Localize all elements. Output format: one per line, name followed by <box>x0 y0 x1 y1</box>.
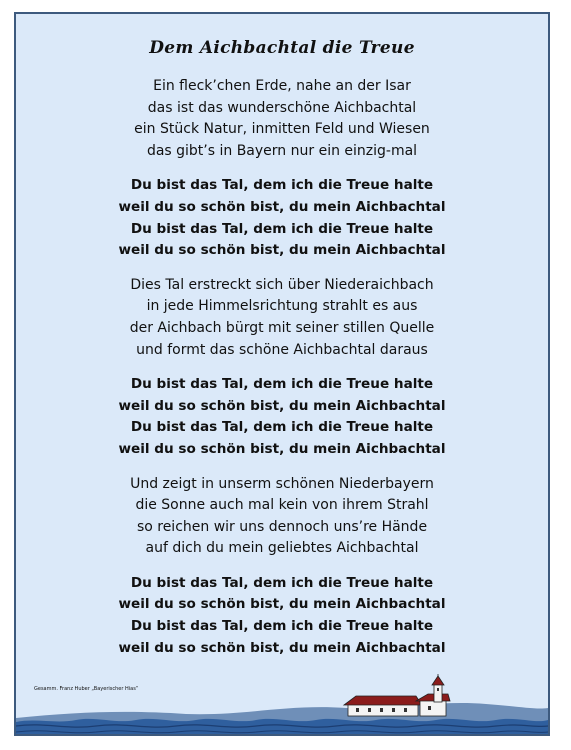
poem-line: Du bist das Tal, dem ich die Treue halte <box>130 376 434 393</box>
poem-line: das ist das wunderschöne Aichbachtal <box>147 99 417 116</box>
poem-line: Dies Tal erstreckt sich über Niederaichbach <box>130 276 434 293</box>
poem-line: weil du so schön bist, du mein Aichbachtal <box>118 242 446 259</box>
poem-line: weil du so schön bist, du mein Aichbachtal <box>118 596 446 613</box>
song-sheet <box>14 12 550 736</box>
poem-line: Du bist das Tal, dem ich die Treue halte <box>130 220 434 237</box>
poem-line: so reichen wir uns dennoch uns’re Hände <box>136 518 428 535</box>
poem-line: weil du so schön bist, du mein Aichbachtal <box>118 397 446 414</box>
poem-body <box>16 76 548 672</box>
poem-line: das gibt’s in Bayern nur ein einzig-mal <box>146 142 418 159</box>
poem-line: ein Stück Natur, inmitten Feld und Wiesen <box>134 121 430 138</box>
poem-line: Und zeigt in unserm schönen Niederbayern <box>130 475 434 492</box>
poem-line: und formt das schöne Aichbachtal daraus <box>136 341 428 358</box>
water-shape <box>16 719 548 736</box>
verse-stanza <box>16 76 548 162</box>
poem-line: Du bist das Tal, dem ich die Treue halte <box>130 177 434 194</box>
poem-line: auf dich du mein geliebtes Aichbachtal <box>145 540 419 557</box>
song-title: Dem Aichbachtal die Treue <box>149 38 415 58</box>
verse-stanza <box>16 275 548 361</box>
poem-line: Du bist das Tal, dem ich die Treue halte <box>130 574 434 591</box>
verse-stanza <box>16 474 548 560</box>
chorus-stanza <box>16 573 548 659</box>
poem-line: weil du so schön bist, du mein Aichbachtal <box>118 440 446 457</box>
poem-line: Ein fleck’chen Erde, nahe an der Isar <box>153 78 411 94</box>
chorus-stanza <box>16 374 548 460</box>
poem-line: weil du so schön bist, du mein Aichbachtal <box>118 198 446 215</box>
poem-line: in jede Himmelsrichtung strahlt es aus <box>146 298 418 315</box>
poem-line: die Sonne auch mal kein von ihrem Strahl <box>135 497 429 514</box>
chorus-stanza <box>16 175 548 261</box>
church-buildings <box>344 674 450 716</box>
poem-line: der Aichbach bürgt mit seiner stillen Quelle <box>129 319 435 336</box>
poem-line: Du bist das Tal, dem ich die Treue halte <box>130 419 434 436</box>
poem-line: weil du so schön bist, du mein Aichbachtal <box>118 639 446 656</box>
credit-line: Gesamm. Franz Huber „Bayerischer Hias“ <box>34 686 139 692</box>
village-landscape-illustration <box>16 674 548 736</box>
poem-line: Du bist das Tal, dem ich die Treue halte <box>130 618 434 635</box>
